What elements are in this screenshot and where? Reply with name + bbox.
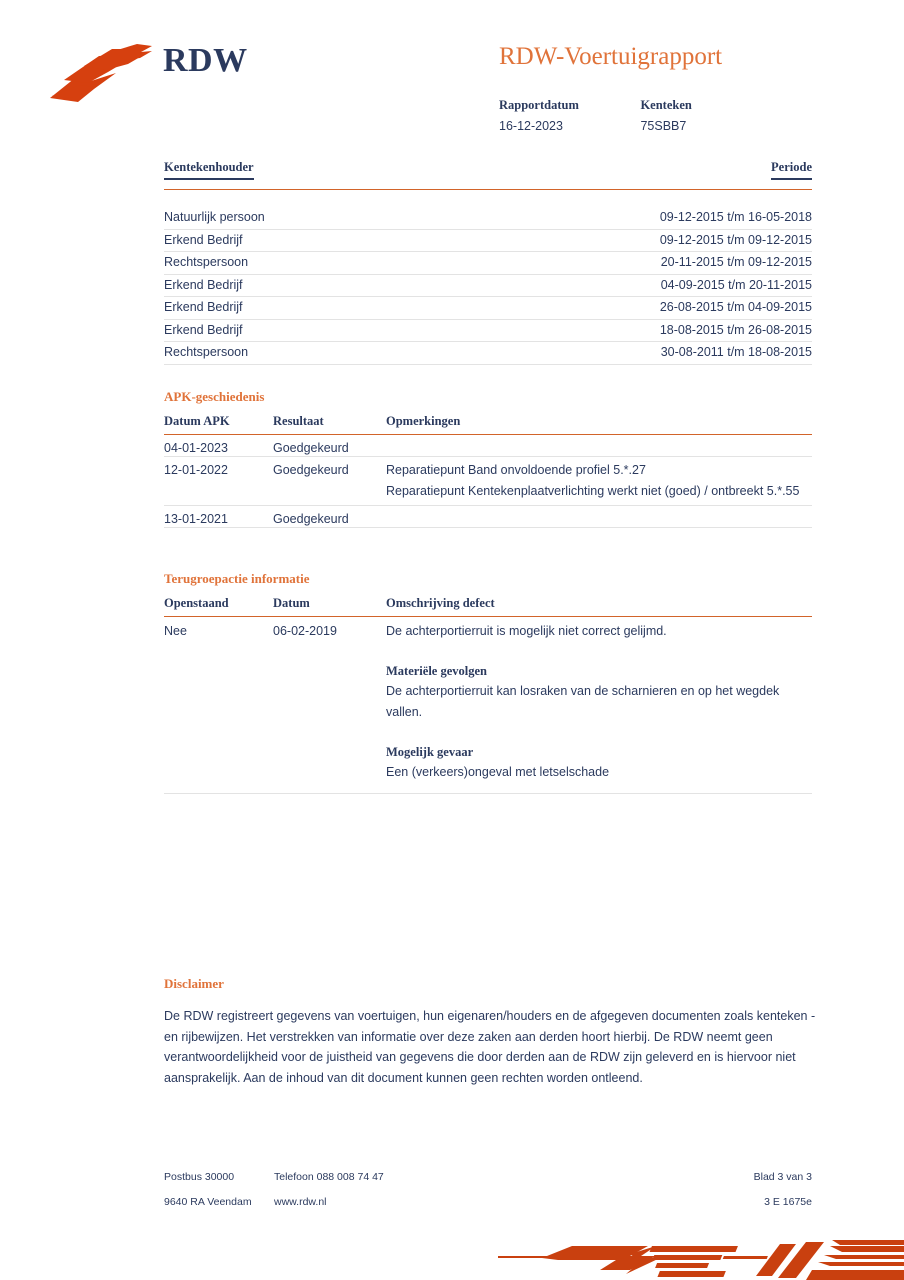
recall-section-title: Terugroepactie informatie xyxy=(164,571,310,586)
holder-type: Erkend Bedrijf xyxy=(164,322,243,337)
table-row xyxy=(164,435,812,457)
apk-history-section xyxy=(164,389,812,528)
table-row xyxy=(164,297,812,320)
table-row xyxy=(164,207,812,230)
plate-label: Kenteken xyxy=(640,98,692,112)
disclaimer-text: De RDW registreert gegevens van voertuigen, hun eigenaren/houders en de afgegeven documenten zoals kenteken - en rijbewijzen. Het verstrekken van informatie over deze zaken aan derden hoort hierbij. De RDW neemt geen verantwoordelijkheid voor de juistheid van gegevens die door derden aan de RDW zijn geleverd en is hiervoor niet aansprakelijk. Aan de inhoud van dit document kunnen geen rechten worden ontleend. xyxy=(164,1009,816,1085)
recall-material-text: De achterportierruit kan losraken van de scharnieren en op het wegdek vallen. xyxy=(386,684,780,719)
report-date-block xyxy=(499,98,636,133)
apk-remark-item: Reparatiepunt Kentekenplaatverlichting werkt niet (goed) / ontbreekt 5.*.55 xyxy=(386,484,800,498)
disclaimer-section xyxy=(164,976,819,1088)
apk-table xyxy=(164,435,812,528)
apk-date: 13-01-2021 xyxy=(164,512,228,526)
holder-type: Rechtspersoon xyxy=(164,345,249,359)
rdw-wordmark: RDW xyxy=(163,42,248,79)
footer-row xyxy=(164,1196,812,1221)
apk-result: Goedgekeurd xyxy=(273,463,349,477)
recall-col-description: Omschrijving defect xyxy=(386,596,495,610)
report-date-value: 16-12-2023 xyxy=(499,119,563,133)
recall-date-value: 06-02-2019 xyxy=(273,624,337,638)
recall-col-date: Datum xyxy=(273,596,310,610)
recall-column-headers xyxy=(164,596,812,616)
rdw-feather-logo-icon xyxy=(44,40,156,108)
footer-page-indicator: Blad 3 van 3 xyxy=(753,1171,812,1183)
apk-remarks xyxy=(386,438,812,453)
recall-information-section xyxy=(164,571,812,794)
holder-period: 18-08-2015 t/m 26-08-2015 xyxy=(659,322,812,337)
apk-col-remarks: Opmerkingen xyxy=(386,414,461,428)
footer-phone: Telefoon 088 008 74 47 xyxy=(274,1171,384,1183)
holder-period: 26-08-2015 t/m 04-09-2015 xyxy=(659,300,812,314)
holder-period: 09-12-2015 t/m 16-05-2018 xyxy=(659,210,812,224)
page-footer xyxy=(164,1171,812,1221)
kentekenhouder-title: Kentekenhouder xyxy=(164,160,254,180)
holder-type: Natuurlijk persoon xyxy=(164,210,265,224)
report-meta xyxy=(499,98,839,133)
holder-period: 20-11-2015 t/m 09-12-2015 xyxy=(660,255,812,269)
recall-defect-text: De achterportierruit is mogelijk niet correct gelijmd. xyxy=(386,624,667,638)
holder-period: 30-08-2011 t/m 18-08-2015 xyxy=(660,345,812,359)
kentekenhouder-section xyxy=(164,160,812,365)
report-date-label: Rapportdatum xyxy=(499,98,579,112)
table-row xyxy=(164,342,812,365)
apk-col-date: Datum APK xyxy=(164,414,230,428)
apk-remark-item: Reparatiepunt Band onvoldoende profiel 5.*.27 xyxy=(386,463,646,477)
table-row xyxy=(164,252,812,275)
apk-result: Goedgekeurd xyxy=(273,512,349,526)
recall-description-block xyxy=(386,621,812,783)
table-row xyxy=(164,320,812,343)
holder-period: 09-12-2015 t/m 09-12-2015 xyxy=(659,232,812,247)
kentekenhouder-header-row xyxy=(164,160,812,182)
apk-result: Goedgekeurd xyxy=(273,441,349,455)
recall-row xyxy=(164,617,812,794)
recall-danger-text: Een (verkeers)ongeval met letselschade xyxy=(386,765,610,779)
document-title: RDW-Voertuigrapport xyxy=(499,43,723,70)
footer-address-line2: 9640 RA Veendam xyxy=(164,1196,252,1208)
holder-period: 04-09-2015 t/m 20-11-2015 xyxy=(660,277,812,292)
plate-block xyxy=(640,98,691,133)
kentekenhouder-table xyxy=(164,207,812,365)
disclaimer-title: Disclaimer xyxy=(164,976,224,991)
holder-type: Erkend Bedrijf xyxy=(164,232,243,247)
recall-material-title: Materiële gevolgen xyxy=(386,664,487,678)
holder-type: Rechtspersoon xyxy=(164,255,249,269)
apk-date: 12-01-2022 xyxy=(164,463,228,477)
rdw-speedlines-decoration-icon xyxy=(480,1236,904,1280)
recall-danger-title: Mogelijk gevaar xyxy=(386,745,474,759)
footer-website: www.rdw.nl xyxy=(274,1196,327,1208)
recall-col-open: Openstaand xyxy=(164,596,229,610)
apk-column-headers xyxy=(164,414,812,434)
footer-address-line1: Postbus 30000 xyxy=(164,1171,235,1183)
table-row xyxy=(164,230,812,253)
apk-section-title: APK-geschiedenis xyxy=(164,389,265,404)
table-row xyxy=(164,457,812,506)
apk-remarks xyxy=(386,460,812,502)
apk-col-result: Resultaat xyxy=(273,414,324,428)
apk-remarks xyxy=(386,509,812,524)
recall-open-value: Nee xyxy=(164,624,187,638)
holder-type: Erkend Bedrijf xyxy=(164,300,243,314)
holder-type: Erkend Bedrijf xyxy=(164,277,243,292)
plate-value: 75SBB7 xyxy=(640,119,687,133)
kentekenhouder-period-header: Periode xyxy=(771,160,812,180)
page-header xyxy=(0,0,904,150)
table-row xyxy=(164,506,812,528)
footer-row xyxy=(164,1171,812,1196)
table-row xyxy=(164,275,812,298)
footer-form-code: 3 E 1675e xyxy=(764,1196,812,1208)
apk-date: 04-01-2023 xyxy=(164,441,228,455)
kentekenhouder-divider xyxy=(164,189,812,190)
